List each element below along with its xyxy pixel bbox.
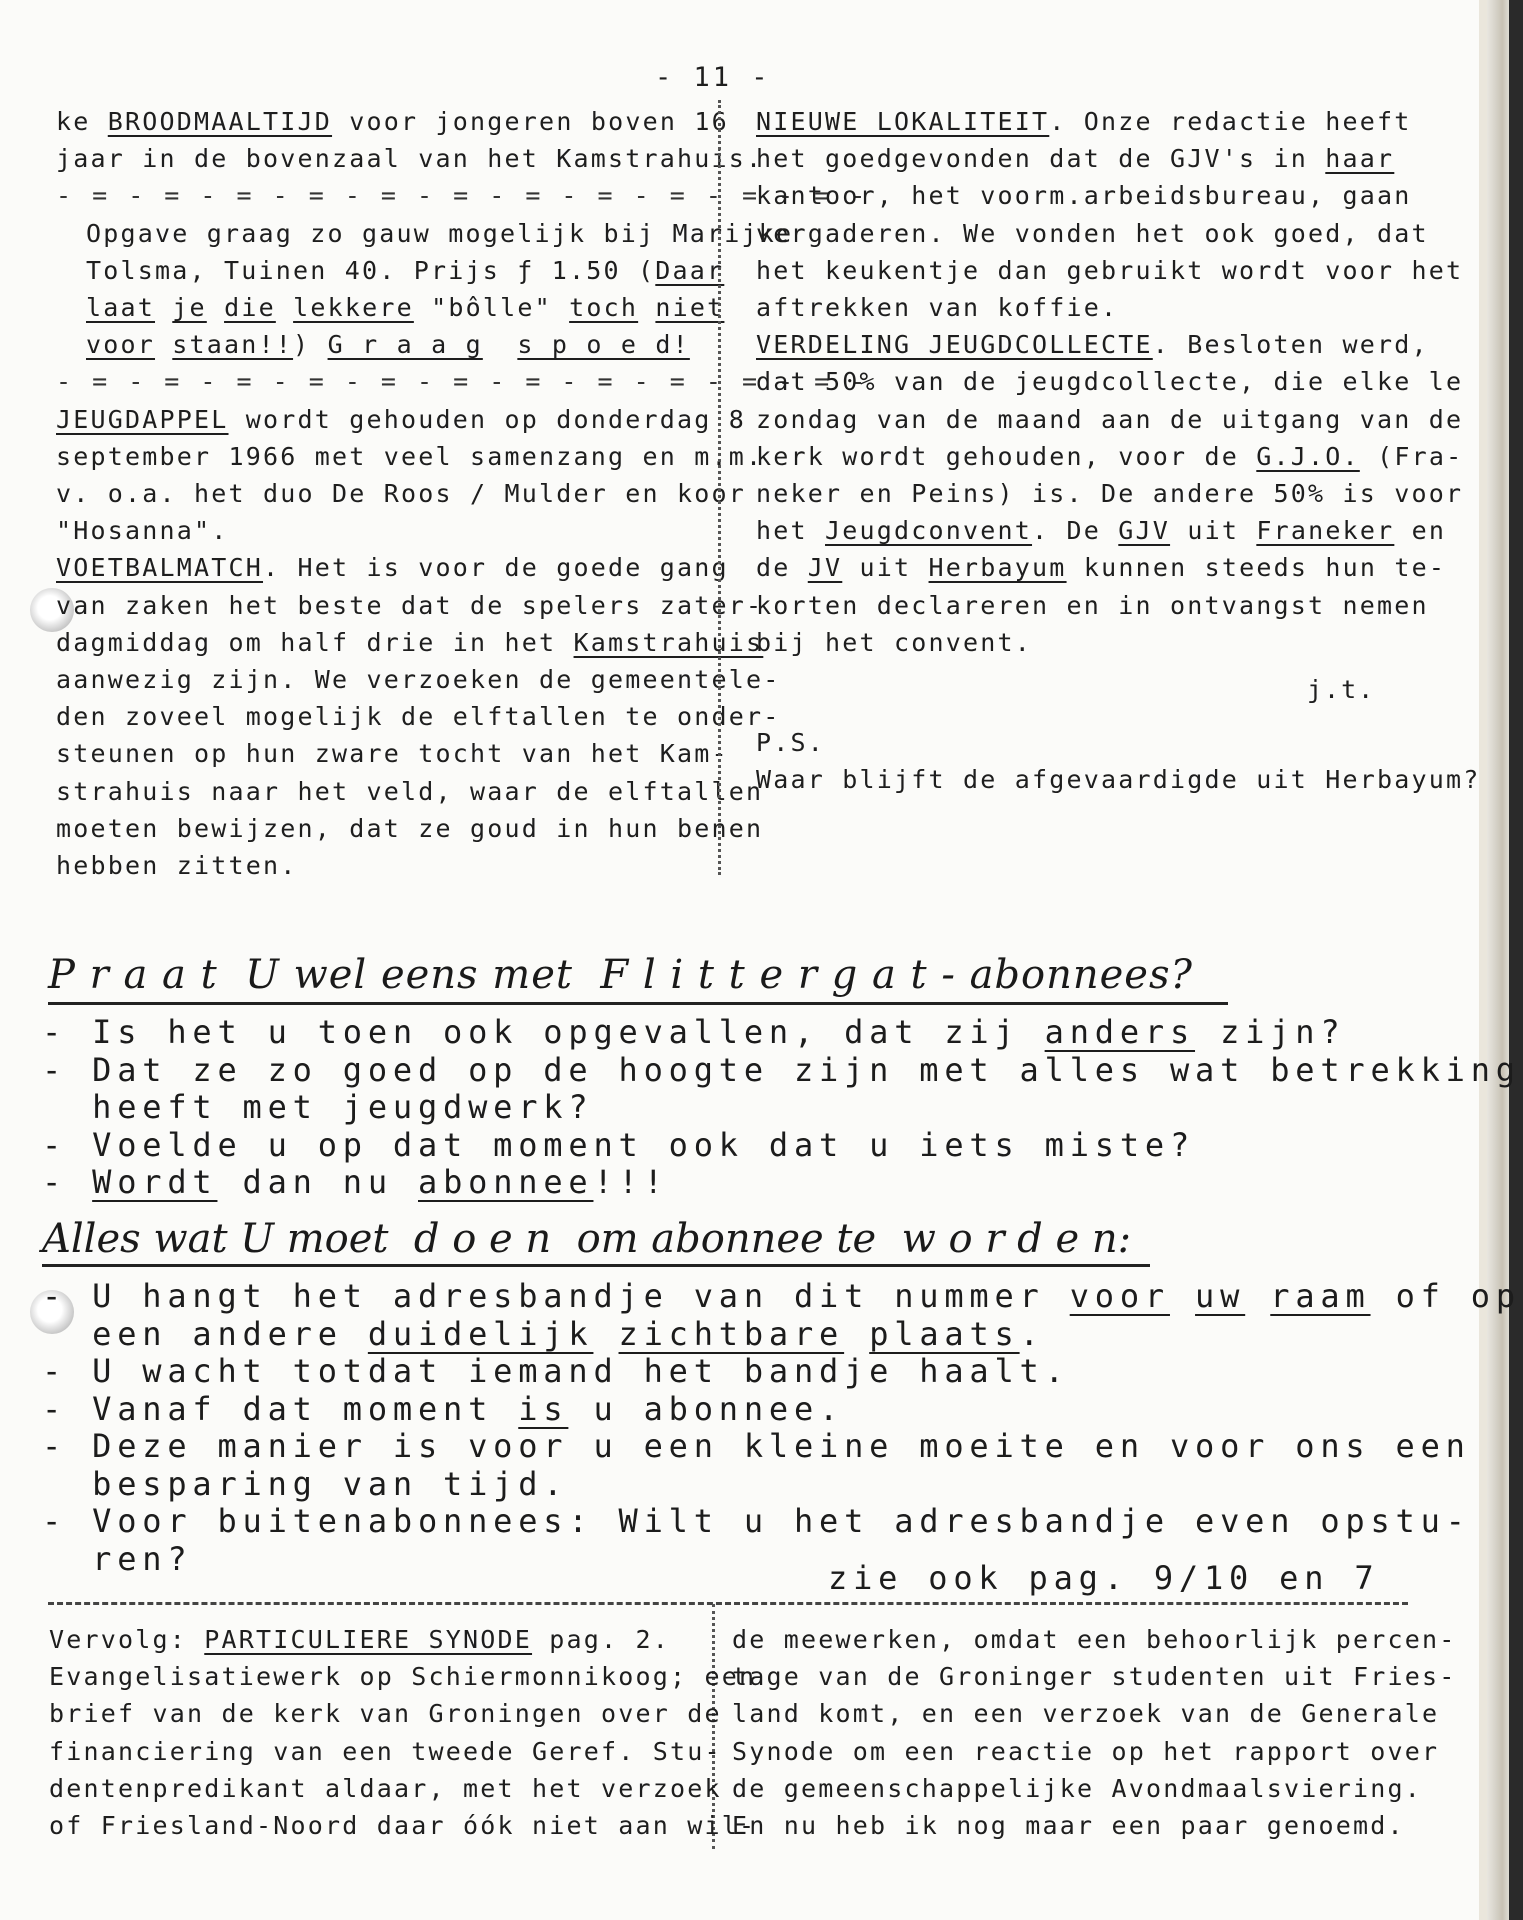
text-line: [42, 1089, 1462, 1127]
text-segment: een andere: [42, 1314, 368, 1353]
underlined-text: GJV: [1118, 516, 1171, 546]
text-segment: Opgave graag zo gauw mogelijk bij Marijke: [86, 218, 794, 248]
text-segment: [207, 293, 224, 322]
underlined-text: anders: [1044, 1013, 1196, 1051]
text-segment: land komt, en een verzoek van de Generale: [732, 1699, 1440, 1729]
underlined-text: VOETBALMATCH: [56, 553, 264, 583]
underlined-text: is: [518, 1389, 569, 1428]
text-segment: het goedgevonden dat de GJV's in: [756, 144, 1326, 174]
text-line: [756, 438, 1463, 475]
separator-line: - = - = - = - = - = - = - = - = - = - = - = -: [56, 181, 869, 211]
heading-praat-u-wel: P r a a t U wel eens met F l i t t e r g a t - abonnees?: [48, 952, 1193, 998]
text-line: [732, 1658, 1457, 1695]
text-segment: En nu heb ik nog maar een paar genoemd.: [732, 1811, 1405, 1841]
text-line: [42, 1127, 1462, 1165]
underlined-text: NIEUWE LOKALITEIT: [756, 107, 1050, 136]
postscript: [756, 724, 1481, 798]
text-line: [756, 252, 1463, 289]
text-line: [42, 1427, 1471, 1466]
underlined-text: abonnee: [418, 1163, 594, 1201]
text-segment: [276, 293, 293, 322]
text-segment: kantoor, het voorm.arbeidsbureau, gaan: [756, 181, 1412, 211]
underlined-text: Franeker: [1256, 516, 1395, 546]
underlined-text: voor: [86, 330, 156, 360]
underlined-text: plaats: [869, 1314, 1020, 1353]
text-segment: aftrekken van koffie.: [756, 293, 1119, 323]
page-edge-tan: [1479, 0, 1487, 1920]
text-segment: -: [42, 1163, 93, 1201]
text-segment: brief van de kerk van Groningen over de: [49, 1699, 722, 1729]
text-line: [732, 1733, 1457, 1770]
underlined-text: zichtbare: [618, 1314, 845, 1353]
text-segment: dentenpredikant aldaar, met het verzoek: [49, 1773, 722, 1803]
text-segment: uit: [842, 553, 929, 583]
text-segment: of op: [1370, 1277, 1521, 1315]
underlined-text: raam: [1270, 1277, 1371, 1315]
text-line: [756, 549, 1463, 586]
text-segment: Evangelisatiewerk op Schiermonnikoog; een: [49, 1662, 757, 1692]
synode-continued-left: [49, 1621, 756, 1844]
underlined-text: toch: [569, 293, 639, 323]
underlined-text: BROODMAALTIJD: [107, 107, 333, 136]
text-segment: steunen op hun zware tocht van het Kam-: [56, 739, 729, 769]
text-line: [42, 1466, 1462, 1504]
underlined-text: je: [172, 293, 207, 323]
text-segment: [1245, 1277, 1270, 1315]
text-line: [49, 1621, 756, 1658]
text-segment: [593, 1315, 618, 1353]
text-line: [756, 103, 1463, 140]
underlined-text: s p o e d!: [517, 330, 690, 360]
text-line: [56, 810, 868, 847]
text-segment: neker en Peins) is. De andere 50% is voor: [756, 479, 1464, 509]
question-list: [42, 1013, 1521, 1202]
text-line: [56, 624, 868, 661]
underlined-text: PARTICULIERE SYNODE: [204, 1625, 533, 1654]
text-segment: jaar in de bovenzaal van het Kamstrahuis.: [56, 144, 764, 174]
text-segment: - Dat ze zo goed op de hoogte zijn met alles wat betrekking: [42, 1050, 1521, 1089]
text-line: [49, 1807, 756, 1844]
separator-line: - = - = - = - = - = - = - = - = - = - = - = -: [56, 367, 869, 397]
text-segment: en: [1394, 516, 1447, 546]
underlined-text: Kamstrahuis: [573, 627, 764, 657]
text-segment: - Voor buitenabonnees: Wilt u het adresbandje even opstu-: [42, 1502, 1471, 1540]
text-segment: "Hosanna".: [56, 516, 229, 546]
text-line: [86, 252, 868, 289]
verdeling-jeugdcollecte-notice: [756, 326, 1463, 661]
underlined-text: Wordt: [92, 1163, 218, 1201]
underlined-text: Herbayum: [928, 553, 1067, 583]
text-segment: uit: [1170, 516, 1257, 546]
text-line: [42, 1277, 1521, 1316]
text-line: [756, 326, 1463, 363]
text-line: [56, 438, 868, 475]
text-segment: Synode om een reactie op het rapport over: [732, 1736, 1440, 1766]
text-segment: [1170, 1277, 1195, 1315]
underlined-text: laat: [86, 293, 156, 323]
text-segment: - Vanaf dat moment: [42, 1389, 519, 1428]
text-segment: [844, 1315, 869, 1353]
text-line: [49, 1733, 756, 1770]
text-segment: Tolsma, Tuinen 40. Prijs ƒ 1.50 (: [86, 255, 656, 285]
text-segment: de: [756, 553, 808, 583]
text-line: [56, 475, 868, 512]
left-column: [56, 103, 868, 884]
text-segment: - Deze manier is voor u een kleine moeite en voor ons een: [42, 1427, 1471, 1465]
text-segment: .: [1019, 1314, 1045, 1353]
text-segment: september 1966 met veel samenzang en m.m.: [56, 441, 764, 471]
heading-underline: [42, 1264, 1150, 1267]
text-line: [756, 512, 1463, 549]
voetbalmatch-notice: [56, 549, 868, 884]
text-segment: dan nu: [217, 1163, 418, 1201]
text-segment: korten declareren en in ontvangst nemen: [756, 590, 1429, 620]
text-line: [49, 1695, 756, 1732]
underlined-text: VERDELING JEUGDCOLLECTE: [756, 330, 1153, 360]
text-line: [756, 289, 1463, 326]
text-segment: het: [756, 516, 826, 546]
text-line: [49, 1770, 756, 1807]
text-segment: . Besloten werd,: [1152, 330, 1429, 360]
underlined-text: JV: [807, 553, 843, 583]
text-line: [732, 1695, 1457, 1732]
text-segment: strahuis naar het veld, waar de elftallen: [56, 776, 764, 806]
text-segment: - U wacht totdat iemand het bandje haalt.: [42, 1352, 1070, 1390]
text-line: [49, 1658, 756, 1695]
underlined-text: duidelijk: [367, 1314, 594, 1353]
text-segment: ren?: [42, 1539, 193, 1578]
text-segment: heeft met jeugdwerk?: [42, 1088, 594, 1126]
text-line: [56, 549, 868, 586]
underlined-text: lekkere: [293, 293, 414, 323]
text-line: [56, 698, 868, 735]
section-divider: [48, 1602, 1408, 1605]
underlined-text: voor: [1069, 1277, 1170, 1315]
text-line: [42, 1391, 1462, 1429]
underlined-text: niet: [655, 293, 725, 323]
text-segment: wordt gehouden op donderdag 8: [228, 404, 747, 434]
text-segment: [483, 330, 518, 359]
text-segment: aanwezig zijn. We verzoeken de gemeentele-: [56, 665, 781, 695]
text-line: [42, 1502, 1471, 1541]
text-segment: kerk wordt gehouden, voor de: [756, 441, 1257, 471]
text-line: [86, 289, 868, 326]
text-segment: bij het convent.: [756, 627, 1033, 657]
underlined-text: staan!!: [172, 330, 294, 360]
text-segment: Waar blijft de afgevaardigde uit Herbayum?: [756, 765, 1481, 795]
text-line: [732, 1770, 1457, 1807]
text-line: [86, 215, 868, 252]
text-segment: zijn?: [1195, 1013, 1346, 1051]
underlined-text: JEUGDAPPEL: [56, 404, 229, 434]
text-line: [732, 1621, 1457, 1658]
text-line: [732, 1807, 1457, 1844]
text-line: [756, 401, 1463, 438]
page-number: - 11 -: [655, 62, 771, 93]
nieuwe-lokaliteit-notice: [756, 103, 1463, 326]
text-line: [42, 1316, 1462, 1354]
broodmaaltijd-notice: [56, 103, 868, 177]
text-line: [56, 512, 868, 549]
text-line: [756, 215, 1463, 252]
text-segment: v. o.a. het duo De Roos / Mulder en koor: [56, 479, 747, 509]
text-line: [56, 661, 868, 698]
underlined-text: Jeugdconvent: [825, 516, 1033, 546]
text-segment: pag. 2.: [532, 1625, 671, 1654]
underlined-text: haar: [1325, 144, 1395, 174]
text-segment: financiering van een tweede Geref. Stu-: [49, 1736, 722, 1766]
text-segment: - Is het u toen ook opgevallen, dat zij: [42, 1013, 1045, 1051]
text-segment: . De: [1032, 516, 1119, 546]
underlined-text: G.J.O.: [1256, 441, 1360, 471]
zie-ook-reference: zie ook pag. 9/10 en 7: [828, 1559, 1380, 1597]
text-segment: [638, 293, 655, 322]
text-segment: ): [293, 330, 328, 360]
text-segment: kunnen steeds hun te-: [1066, 553, 1447, 583]
text-line: [86, 326, 868, 363]
text-segment: u abonnee.: [568, 1389, 845, 1428]
text-segment: - U hangt het adresbandje van dit nummer: [42, 1277, 1070, 1315]
text-segment: besparing van tijd.: [42, 1464, 569, 1503]
text-segment: dagmiddag om half drie in het: [56, 627, 574, 657]
text-segment: voor jongeren boven 16: [332, 107, 729, 136]
text-line: [56, 140, 868, 177]
text-segment: tage van de Groninger studenten uit Fries-: [732, 1662, 1457, 1692]
text-segment: [155, 330, 172, 359]
text-line: [56, 847, 868, 884]
text-line: [756, 177, 1463, 214]
text-segment: . Onze redactie heeft: [1049, 107, 1412, 136]
text-segment: (Fra-: [1359, 441, 1464, 471]
text-line: [42, 1050, 1521, 1090]
text-segment: het keukentje dan gebruikt wordt voor het: [756, 255, 1464, 285]
text-line: [56, 735, 868, 772]
text-segment: . Het is voor de goede gang: [263, 553, 729, 583]
text-line: [56, 773, 868, 810]
jeugdappel-notice: [56, 401, 868, 550]
text-line: [56, 401, 868, 438]
heading-underline: [48, 1002, 1228, 1005]
text-segment: zondag van de maand aan de uitgang van de: [756, 404, 1464, 434]
text-segment: vergaderen. We vonden het ook goed, dat: [756, 218, 1429, 248]
text-segment: [155, 293, 172, 322]
text-segment: hebben zitten.: [56, 851, 298, 881]
text-line: [42, 1014, 1462, 1052]
text-line: [56, 103, 868, 140]
text-line: [42, 1353, 1462, 1391]
underlined-text: G r a a g: [327, 330, 483, 360]
text-line: [756, 363, 1463, 400]
text-segment: moeten bewijzen, dat ze goud in hun benen: [56, 813, 764, 843]
text-segment: dat 50% van de jeugdcollecte, die elke le: [756, 367, 1464, 397]
text-segment: - Voelde u op dat moment ook dat u iets miste?: [42, 1125, 1196, 1164]
text-segment: !!!: [593, 1163, 669, 1201]
instruction-list: [42, 1277, 1521, 1578]
text-segment: P.S.: [756, 728, 826, 757]
page-edge-stack: [1487, 0, 1509, 1920]
signature-initials: j.t.: [1307, 675, 1376, 704]
text-line: [756, 624, 1463, 661]
text-line: [756, 761, 1481, 798]
text-segment: ke: [56, 107, 108, 136]
text-segment: de gemeenschappelijke Avondmaalsviering.: [732, 1773, 1423, 1803]
synode-continued-right: [732, 1621, 1457, 1844]
column-divider: [718, 100, 721, 875]
text-segment: Vervolg:: [49, 1625, 205, 1654]
underlined-text: Daar: [655, 255, 725, 285]
text-segment: of Friesland-Noord daar óók niet aan wil-: [49, 1811, 757, 1841]
text-segment: van zaken het beste dat de spelers zater-: [56, 590, 764, 620]
underlined-text: die: [224, 293, 276, 323]
text-line: [756, 587, 1463, 624]
text-segment: den zoveel mogelijk de elftallen te onder-: [56, 702, 781, 732]
underlined-text: uw: [1195, 1277, 1246, 1315]
page-edge-dark: [1509, 0, 1523, 1920]
text-line: [56, 587, 868, 624]
text-line: [42, 1164, 1462, 1202]
text-line: [756, 724, 1481, 761]
text-segment: de meewerken, omdat een behoorlijk percen-: [732, 1625, 1457, 1654]
opgave-notice: [56, 215, 868, 364]
heading-alles-wat-u-moet-doen: Alles wat U moet d o e n om abonnee te w o r d e n:: [42, 1216, 1132, 1262]
text-line: [756, 140, 1463, 177]
text-segment: "bôlle": [413, 293, 570, 323]
text-line: [756, 475, 1463, 512]
right-column: [756, 103, 1463, 661]
